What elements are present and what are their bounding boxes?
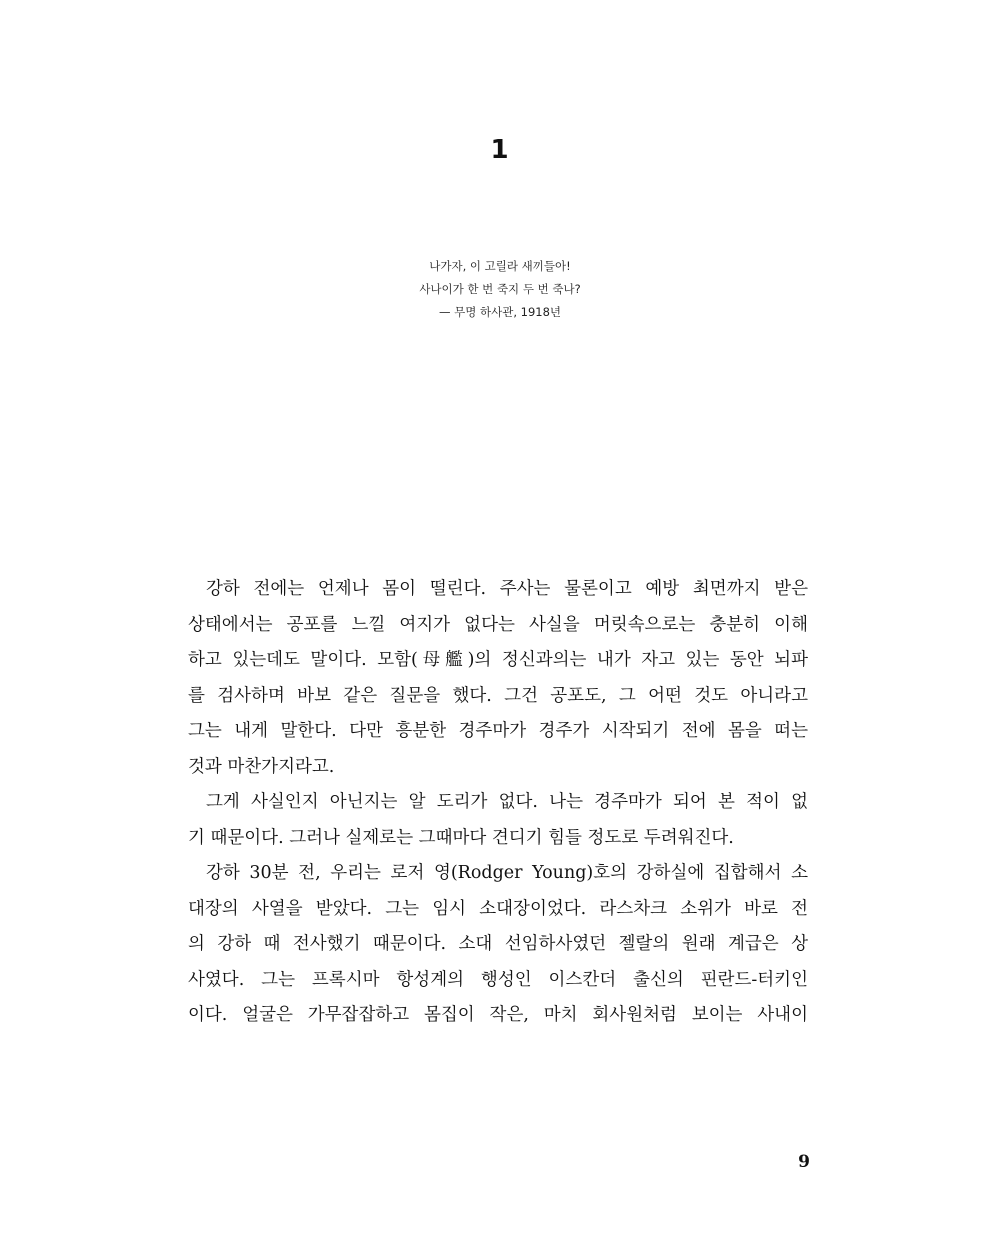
paragraph-line: 사였다. 그는 프록시마 항성계의 행성인 이스칸더 출신의 핀란드-터키인 xyxy=(188,969,808,990)
paragraph-line: 하고 있는데도 말이다. 모함(母艦)의 정신과의는 내가 자고 있는 동안 뇌파 xyxy=(188,650,808,670)
paragraph-line: 대장의 사열을 받았다. 그는 임시 소대장이었다. 라스차크 소위가 바로 전 xyxy=(188,898,808,919)
body-text xyxy=(188,572,808,1034)
paragraph-line: 의 강하 때 전사했기 때문이다. 소대 선임하사였던 젤랄의 원래 계급은 상 xyxy=(188,934,808,954)
paragraph-line: 기 때문이다. 그러나 실제로는 그때마다 견디기 힘들 정도로 두려워진다. xyxy=(188,827,734,848)
epigraph xyxy=(0,255,1000,324)
chapter-number: 1 xyxy=(490,135,510,165)
epigraph-line: 사나이가 한 번 죽지 두 번 죽나? xyxy=(419,282,581,296)
paragraph-line: 강하 전에는 언제나 몸이 떨린다. 주사는 물론이고 예방 최면까지 받은 xyxy=(206,579,808,599)
paragraph-line: 이다. 얼굴은 가무잡잡하고 몸집이 작은, 마치 회사원처럼 보이는 사내이 xyxy=(188,1005,808,1025)
paragraph-line: 를 검사하며 바보 같은 질문을 했다. 그건 공포도, 그 어떤 것도 아니라고 xyxy=(188,685,808,706)
epigraph-line: 나가자, 이 고릴라 새끼들아! xyxy=(429,259,571,273)
paragraph-line: 것과 마찬가지라고. xyxy=(188,756,335,777)
paragraph-line: 강하 30분 전, 우리는 로저 영(Rodger Young)호의 강하실에 집합해서 소 xyxy=(206,863,808,883)
epigraph-attribution: — 무명 하사관, 1918년 xyxy=(438,305,562,319)
paragraph-line: 그는 내게 말한다. 다만 흥분한 경주마가 경주가 시작되기 전에 몸을 떠는 xyxy=(188,721,808,741)
paragraph-line: 상태에서는 공포를 느낄 여지가 없다는 사실을 머릿속으로는 충분히 이해 xyxy=(188,614,808,635)
paragraph-line: 그게 사실인지 아닌지는 알 도리가 없다. 나는 경주마가 되어 본 적이 없 xyxy=(206,792,808,812)
page-number: 9 xyxy=(798,1152,810,1172)
